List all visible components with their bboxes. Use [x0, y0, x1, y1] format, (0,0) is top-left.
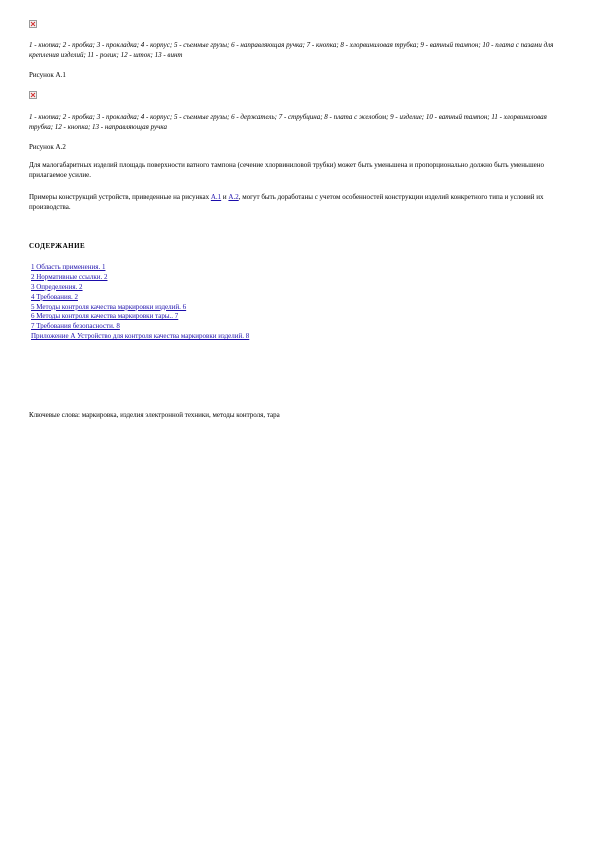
figure-a1-label: Рисунок А.1 — [29, 71, 66, 79]
body-paragraph-figure-refs — [29, 193, 554, 212]
toc-item-definitions[interactable]: 3 Определения. 2 — [31, 282, 83, 291]
body-paragraph: Для малогабаритных изделий площадь поверхности ватного тампона (сечение хлорвиниловой трубки) может быть уменьшена и пропорционально должно быть уменьшено прилагаемое усилие. — [29, 161, 544, 179]
toc-heading: СОДЕРЖАНИЕ — [29, 242, 86, 250]
figure-a2-label: Рисунок А.2 — [29, 143, 66, 151]
figure-a1-caption: 1 - кнопка; 2 - пробка; 3 - прокладка; 4 - корпус; 5 - съемные грузы; 6 - направляющая ручка; 7 - кнопка; 8 - хлорвиниловая трубка; 9 - ватный тампон; 10 - плата с пазами для крепления изделий; 11 - ролик; 12 - шток; 13 - винт — [29, 41, 554, 59]
figure-a2-caption: 1 - кнопка; 2 - пробка; 3 - прокладка; 4 - корпус; 5 - съемные грузы; 6 - держатель; 7 - струбцина; 8 - плата с желобом; 9 - изделие; 10 - ватный тампон; 11 - хлорвиниловая трубка; 12 - кнопка; 13 - направляющая ручка — [29, 113, 547, 131]
toc-item-safety-requirements[interactable]: 7 Требования безопасности. 8 — [31, 322, 120, 331]
toc-item-product-marking-methods[interactable]: 5 Методы контроля качества маркировки изделий. 6 — [31, 302, 187, 311]
toc-item-container-marking-methods[interactable]: 6 Методы контроля качества маркировки тары.. 7 — [31, 312, 179, 321]
figure-a2-link[interactable]: А.2 — [228, 193, 239, 201]
keywords: Ключевые слова: маркировка, изделия электронной техники, методы контроля, тара — [29, 411, 280, 419]
broken-image-icon — [29, 91, 37, 99]
figure-a1-link[interactable]: А.1 — [210, 193, 222, 201]
toc-item-appendix-a[interactable]: Приложение А Устройство для контроля качества маркировки изделий. 8 — [31, 332, 250, 341]
paragraph-text: и — [221, 193, 229, 201]
paragraph-text: , могут быть доработаны с учетом особенностей конструкции изделий конкретного типа и условий их производства. — [29, 193, 544, 211]
broken-image-icon — [29, 20, 37, 28]
toc-item-scope[interactable]: 1 Область применения. 1 — [31, 263, 106, 271]
paragraph-text: Примеры конструкций устройств, приведенные на рисунках — [29, 193, 211, 201]
toc-item-normative-references[interactable]: 2 Нормативные ссылки. 2 — [31, 272, 108, 281]
table-of-contents — [31, 263, 431, 342]
toc-item-requirements[interactable]: 4 Требования. 2 — [31, 292, 78, 301]
